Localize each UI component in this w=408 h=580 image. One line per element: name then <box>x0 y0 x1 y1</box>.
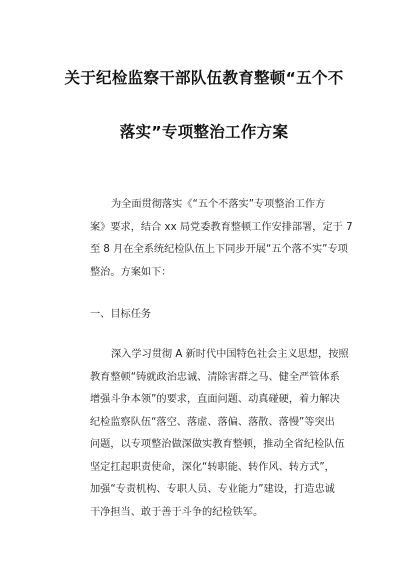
document-title-line-1: 关于纪检监察干部队伍教育整顿“五个不 <box>64 69 344 87</box>
intro-line: 至 8 月在全系统纪检队伍上下同步开展“五个落不实”专项 <box>90 244 348 255</box>
goals-line: 纪检监察队伍“落空、落虚、落偏、落散、落慢”等突出 <box>90 416 335 428</box>
intro-line: 为全面贯彻落实《“五个不落实”专项整治工作方 <box>111 199 326 210</box>
intro-line: 案》要求，结合 xx 局党委教育整顿工作安排部署，定于 7 <box>90 221 353 233</box>
goals-line: 教育整顿“铸就政治忠诚、清除害群之马、健全严管体系 <box>90 371 340 383</box>
goals-line: 增强斗争本领”的要求，直面问题、动真碰硬，着力解决 <box>90 394 340 405</box>
document-title-line-2: 落实”专项整治工作方案 <box>119 123 289 141</box>
intro-line: 整治。方案如下： <box>90 266 172 278</box>
goals-line: 问题，以专项整治做深做实教育整顿，推动全省纪检队伍 <box>90 439 345 450</box>
goals-line: 坚定扛起职责使命，深化“转职能、转作风、转方式”， <box>90 461 335 473</box>
intro-paragraph <box>90 194 352 284</box>
goals-line: 深入学习贯彻 A 新时代中国特色社会主义思想，按照 <box>111 349 349 360</box>
goals-line: 干净担当、敢于善于斗争的纪检铁军。 <box>90 506 264 518</box>
section-heading-goals: 一、目标任务 <box>90 309 152 320</box>
goals-line: 加强“专责机构、专职人员、专业能力”建设，打造忠诚 <box>90 484 335 495</box>
goals-paragraph <box>90 344 352 524</box>
